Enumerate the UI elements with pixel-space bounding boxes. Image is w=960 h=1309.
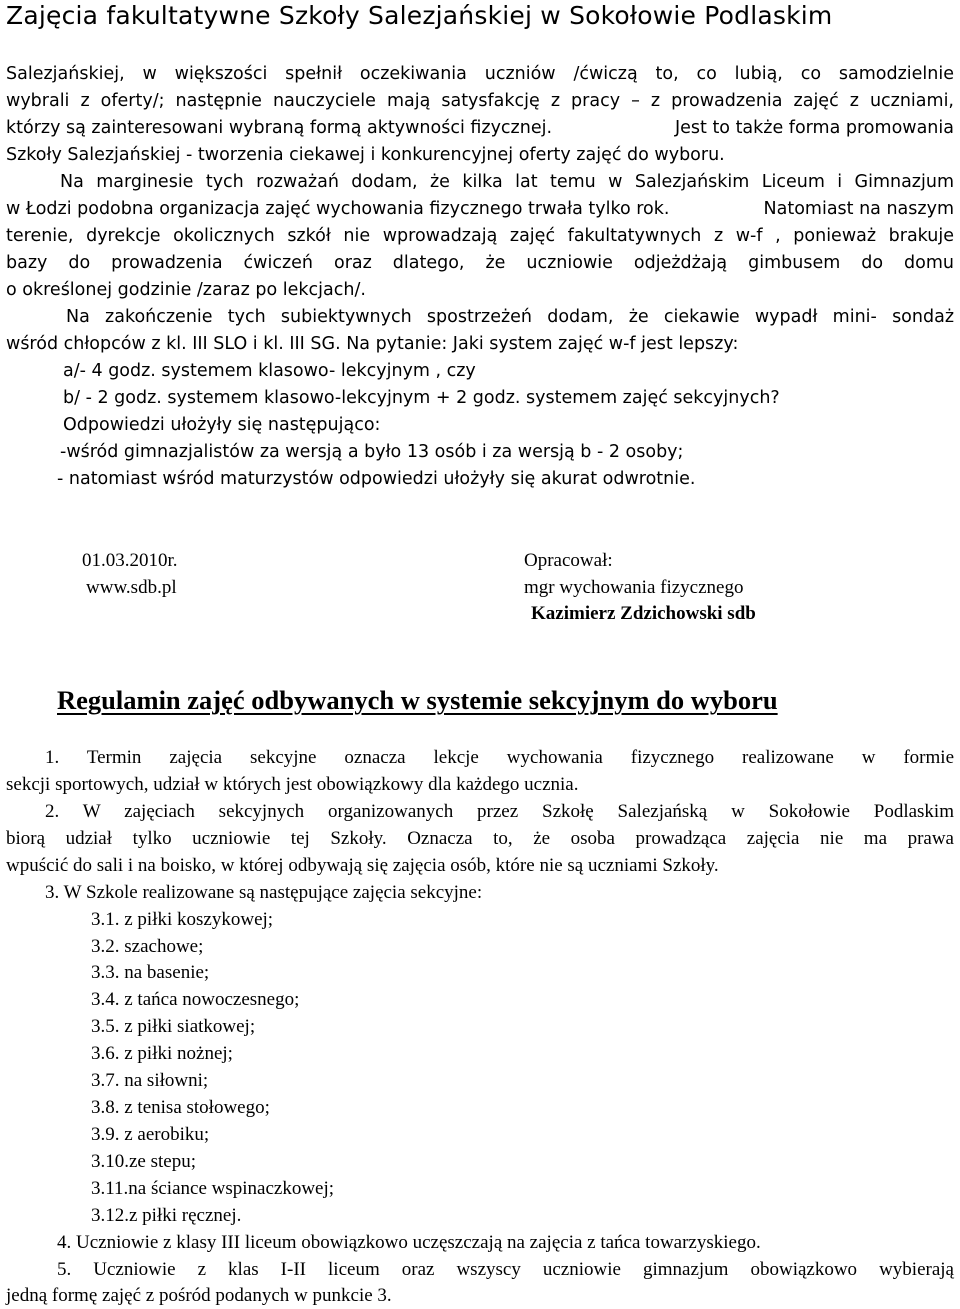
- regulation-point-5-cont: jedną formę zajęć z pośród podanych w punkcie 3.: [6, 1285, 392, 1306]
- answer-gimnazjum: -wśród gimnazjalistów za wersją a było 13 osób i za wersją b - 2 osoby;: [60, 442, 684, 462]
- answers-intro: Odpowiedzi ułożyły się następująco:: [63, 415, 381, 435]
- section-item: 3.5. z piłki siatkowej;: [91, 1016, 256, 1037]
- website[interactable]: www.sdb.pl: [86, 577, 177, 598]
- paragraph-segment: Natomiast na naszym: [763, 199, 954, 219]
- paragraph-line: [6, 196, 954, 222]
- option-a: a/- 4 godz. systemem klasowo- lekcyjnym , czy: [63, 361, 476, 381]
- paragraph-line: Salezjańskiej, w większości spełnił oczekiwania uczniów /ćwiczą to, co lubią, co samodzielnie: [6, 64, 954, 84]
- paragraph-line: Na zakończenie tych subiektywnych spostrzeżeń dodam, że ciekawie wypadł mini- sondaż: [66, 307, 954, 327]
- option-b: b/ - 2 godz. systemem klasowo-lekcyjnym + 2 godz. systemem zajęć sekcyjnych?: [63, 388, 780, 408]
- author-name: Kazimierz Zdzichowski sdb: [531, 603, 756, 624]
- prepared-by-label: Opracował:: [524, 550, 613, 571]
- regulation-point-3: 3. W Szkole realizowane są następujące zajęcia sekcyjne:: [45, 882, 483, 903]
- section-item: 3.7. na siłowni;: [91, 1070, 209, 1091]
- regulation-point-2-cont: wpuścić do sali i na boisko, w której odbywają się zajęcia osób, które nie są uczniami Szkoły.: [6, 855, 719, 876]
- section-item: 3.10.ze stepu;: [91, 1151, 197, 1172]
- regulation-point-4: 4. Uczniowie z klasy III liceum obowiązkowo uczęszczają na zajęcia z tańca towarzyskiego.: [57, 1232, 761, 1253]
- paragraph-line: bazy do prowadzenia ćwiczeń oraz dlatego, że uczniowie odjeżdżają gimbusem do domu: [6, 253, 954, 273]
- section-item: 3.6. z piłki nożnej;: [91, 1043, 233, 1064]
- date: 01.03.2010r.: [82, 550, 178, 571]
- section-item: 3.11.na ściance wspinaczkowej;: [91, 1178, 335, 1199]
- regulation-point-2-cont: biorą udział tylko uczniowie tej Szkoły. Oznacza to, że osoba prowadząca zajęcia nie ma prawa: [6, 828, 954, 849]
- regulation-point-1: 1. Termin zajęcia sekcyjne oznacza lekcje wychowania fizycznego realizowane w formie: [45, 747, 954, 768]
- section-item: 3.4. z tańca nowoczesnego;: [91, 989, 300, 1010]
- paragraph-line: o określonej godzinie /zaraz po lekcjach/.: [6, 280, 366, 300]
- paragraph-line: Na marginesie tych rozważań dodam, że kilka lat temu w Salezjańskim Liceum i Gimnazjum: [60, 172, 954, 192]
- regulation-heading: Regulamin zajęć odbywanych w systemie sekcyjnym do wyboru: [57, 685, 778, 715]
- regulation-point-2: 2. W zajęciach sekcyjnych organizowanych przez Szkołę Salezjańską w Sokołowie Podlaskim: [45, 801, 954, 822]
- section-item: 3.2. szachowe;: [91, 936, 204, 957]
- regulation-point-5: 5. Uczniowie z klas I-II liceum oraz wszyscy uczniowie gimnazjum obowiązkowo wybierają: [57, 1259, 954, 1280]
- section-item: 3.9. z aerobiku;: [91, 1124, 210, 1145]
- section-item: 3.8. z tenisa stołowego;: [91, 1097, 270, 1118]
- paragraph-line: [6, 115, 954, 141]
- paragraph-line: Szkoły Salezjańskiej - tworzenia ciekawej i konkurencyjnej oferty zajęć do wyboru.: [6, 145, 725, 165]
- paragraph-segment: Jest to także forma promowania: [674, 118, 954, 138]
- section-item: 3.1. z piłki koszykowej;: [91, 909, 274, 930]
- paragraph-line: wśród chłopców z kl. III SLO i kl. III SG. Na pytanie: Jaki system zajęć w-f jest lepszy:: [6, 334, 739, 354]
- answer-liceum: - natomiast wśród maturzystów odpowiedzi ułożyły się akurat odwrotnie.: [57, 469, 696, 489]
- author-position: mgr wychowania fizycznego: [524, 577, 744, 598]
- paragraph-segment: w Łodzi podobna organizacja zajęć wychowania fizycznego trwała tylko rok.: [6, 199, 670, 219]
- regulation-point-1-cont: sekcji sportowych, udział w których jest obowiązkowy dla każdego ucznia.: [6, 774, 579, 795]
- page-title: Zajęcia fakultatywne Szkoły Salezjańskiej w Sokołowie Podlaskim: [6, 1, 833, 30]
- section-item: 3.3. na basenie;: [91, 962, 210, 983]
- paragraph-line: wybrali z oferty/; następnie nauczyciele mają satysfakcję z pracy – z prowadzenia zajęć z uczniami,: [6, 91, 954, 111]
- section-item: 3.12.z piłki ręcznej.: [91, 1205, 242, 1226]
- paragraph-segment: którzy są zainteresowani wybraną formą aktywności fizycznej.: [6, 118, 553, 138]
- paragraph-line: terenie, dyrekcje okolicznych szkół nie wprowadzają zajęć fakultatywnych z w-f , ponieważ brakuje: [6, 226, 954, 246]
